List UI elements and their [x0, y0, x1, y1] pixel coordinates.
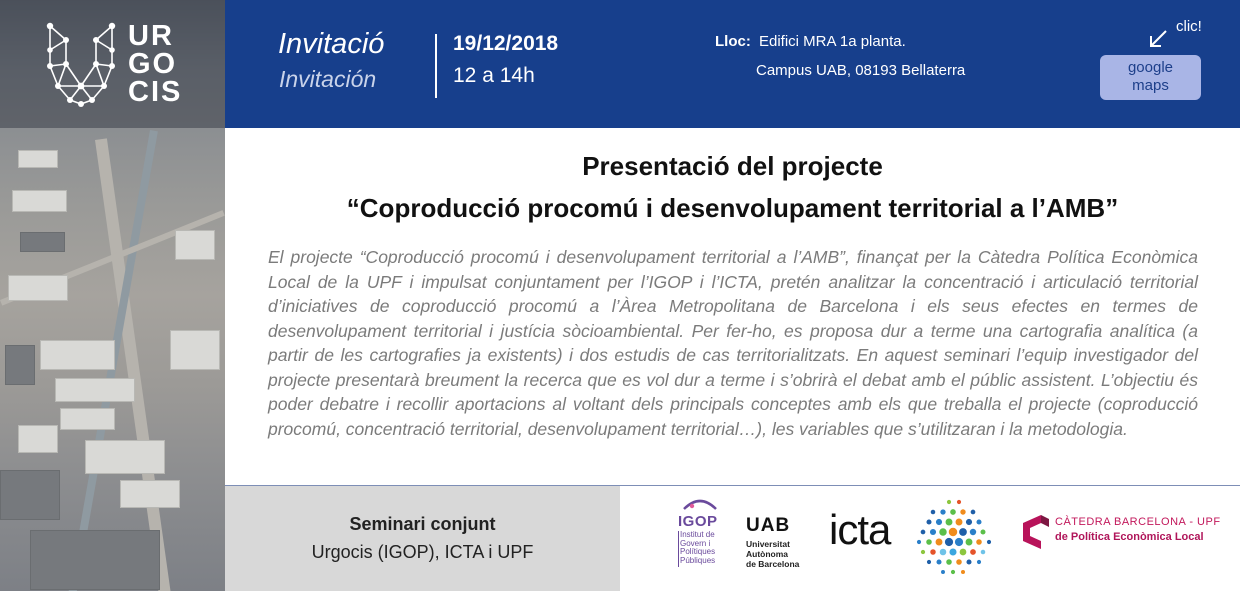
seminar-title: Seminari conjunt: [349, 514, 496, 534]
invitation-title: Invitació: [278, 28, 385, 60]
igop-arc-icon: [682, 497, 718, 513]
igop-name: IGOP: [678, 513, 718, 530]
catedra-line-2: de Política Econòmica Local: [1055, 531, 1204, 543]
google-maps-button-line-1: google: [1127, 59, 1174, 76]
catedra-line-1: CÀTEDRA BARCELONA - UPF: [1055, 516, 1221, 528]
urgocis-logo: [0, 0, 225, 128]
icta-dots-icon: [913, 496, 995, 578]
project-description: El projecte “Coproducció procomú i desenvolupament territorial a l’AMB”, finançat per la Càtedra Política Econòmica Local de la UPF i impulsat conjuntament per l’IGOP i l’ICTA, pretén analitzar la concentració i articulació territorial d’iniciatives de coproducció procomú a l’Àrea Metropolitana de Barcelona i els seus efectes en termes de desenvolupament territorial i justícia sòcioambiental. Per fer-ho, es proposa dur a terme una cartografia analítica (a partir de les cartografies ja existents) i dos estudis de cas territorialitzats. En aquest seminari l’equip investigador del projecte presentarà breument la recerca que es vol dur a terme i s’obrirà el debat amb el públic assistent. L’objectiu és poder debatre i recollir aportacions al voltant dels principals conceptes amb els que treballa el projecte (coproducció procomú, concentració territorial, desenvolupament territorial…), les variables que s’utilitzaran i la metodologia.: [268, 247, 1198, 439]
uab-name: UAB: [746, 515, 791, 536]
icta-logo-text: icta: [829, 506, 891, 553]
network-u-icon: [44, 20, 118, 108]
clic-label: clic!: [1176, 18, 1202, 35]
arrow-down-left-icon: [1147, 28, 1169, 50]
location-line-1: Edifici MRA 1a planta.: [759, 33, 906, 50]
igop-logo: [676, 497, 726, 572]
header-divider: [435, 34, 437, 98]
uab-logo: [746, 515, 816, 575]
catedra-c-icon: [1015, 511, 1049, 551]
catedra-logo: [1015, 511, 1221, 551]
google-maps-button-line-2: maps: [1132, 77, 1169, 94]
presentation-title-line-2: “Coproducció procomú i desenvolupament territorial a l’AMB”: [346, 193, 1119, 223]
google-maps-button[interactable]: [1100, 55, 1201, 100]
header-band: [225, 0, 1240, 128]
location-line-2: Campus UAB, 08193 Bellaterra: [756, 62, 966, 79]
seminar-partners: Urgocis (IGOP), ICTA i UPF: [311, 542, 534, 562]
logo-wordmark: UR GO CIS: [128, 20, 183, 108]
presentation-title-line-1: Presentació del projecte: [582, 151, 883, 181]
igop-bar: [678, 531, 679, 567]
invitation-subtitle: Invitación: [279, 66, 377, 92]
igop-description: Institut de Govern i Polítiques Públiques: [680, 530, 716, 565]
event-time: 12 a 14h: [453, 64, 535, 87]
location-label: Lloc:: [715, 33, 751, 50]
uab-description: Universitat Autònoma de Barcelona: [746, 539, 800, 569]
event-date: 19/12/2018: [453, 32, 559, 55]
seminar-box: [225, 486, 620, 591]
